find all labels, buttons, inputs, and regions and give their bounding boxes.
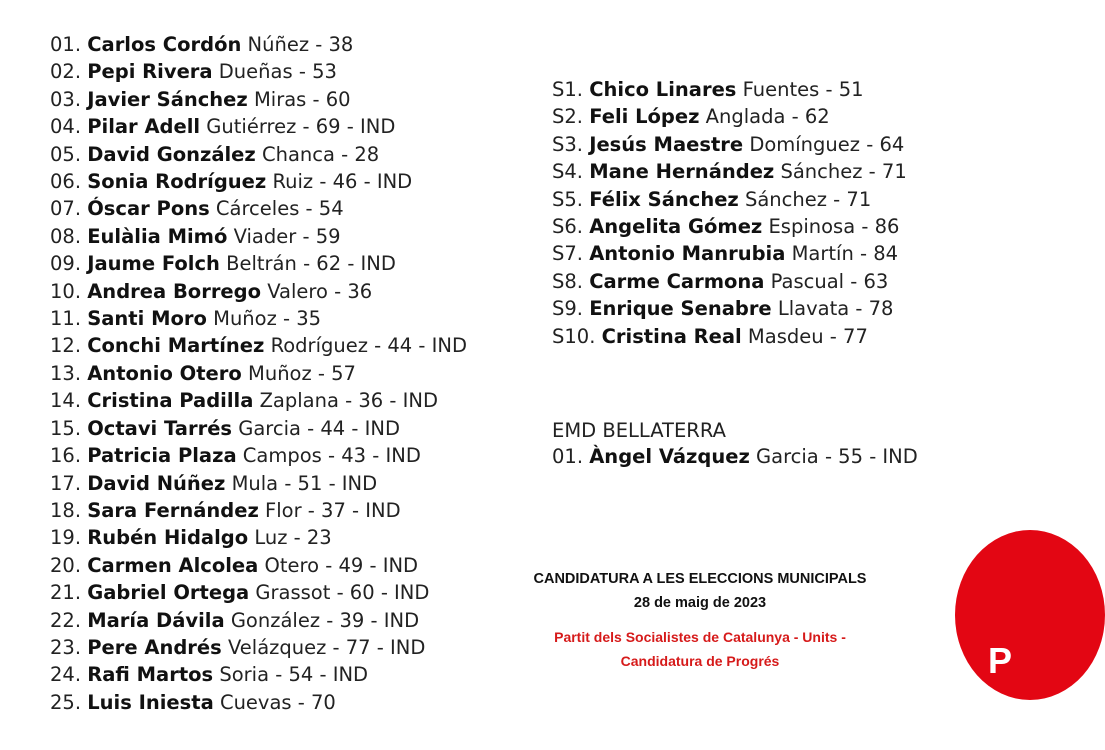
candidate-details: González - 39 - IND [224, 608, 420, 632]
candidate-number: S4. [552, 160, 583, 184]
candidate-details: Fuentes - 51 [736, 78, 864, 101]
candidate-number: 01. [50, 33, 82, 56]
candidate-name: David Núñez [87, 471, 226, 495]
candidate-number: 23. [50, 635, 82, 659]
candidate-details: Domínguez - 64 [743, 132, 905, 156]
candidate-number: S5. [552, 187, 583, 211]
candidate-number: 16. [50, 444, 82, 468]
candidate-name: Angelita Gómez [589, 215, 763, 239]
candidate-name: Javier Sánchez [87, 87, 248, 111]
candidate-number: S8. [552, 269, 583, 293]
candidate-details: Soria - 54 - IND [213, 663, 369, 687]
candidate-name: Sara Fernández [87, 498, 259, 522]
candidate-item [552, 443, 918, 470]
candidate-number: 07. [50, 197, 82, 221]
party-name-line2: Candidatura de Progrés [620, 653, 780, 669]
candidate-number: 20. [50, 553, 82, 577]
candidate-item [552, 268, 907, 295]
candidate-item [50, 223, 467, 250]
candidate-details: Sánchez - 71 [738, 187, 872, 211]
candidate-item [50, 141, 467, 168]
candidate-number: S10. [552, 324, 596, 348]
candidate-details: Viader - 59 [227, 224, 341, 248]
candidate-name: Feli López [589, 105, 700, 129]
candidate-details: Velázquez - 77 - IND [221, 635, 426, 659]
election-caption: CANDIDATURA A LES ELECCIONS MUNICIPALS [533, 571, 867, 587]
candidate-number: 14. [50, 389, 82, 413]
candidate-number: S7. [552, 242, 583, 266]
candidate-item [50, 86, 467, 113]
candidate-name: Sonia Rodríguez [87, 170, 267, 194]
candidate-details: Ruiz - 46 - IND [266, 170, 413, 194]
candidate-item [552, 131, 907, 158]
candidate-number: 06. [50, 170, 82, 194]
candidate-item [50, 470, 467, 497]
candidate-name: Rafi Martos [87, 663, 214, 687]
candidate-name: Octavi Tarrés [87, 416, 233, 440]
candidate-name: Carmen Alcolea [87, 553, 259, 577]
candidate-item [50, 168, 467, 195]
candidate-number: S6. [552, 215, 583, 239]
substitute-candidate-list [552, 76, 907, 350]
candidate-name: Conchi Martínez [87, 334, 265, 358]
candidate-name: Patricia Plaza [87, 444, 237, 468]
candidate-item [50, 552, 467, 579]
candidate-details: Beltrán - 62 - IND [219, 252, 396, 276]
candidate-number: 17. [50, 471, 82, 495]
candidate-item [50, 415, 467, 442]
candidate-name: Félix Sánchez [589, 187, 739, 211]
candidate-name: Pilar Adell [87, 115, 201, 139]
candidate-details: Espinosa - 86 [762, 215, 900, 239]
candidate-name: Carme Carmona [589, 269, 765, 293]
candidate-number: 02. [50, 60, 82, 84]
candidate-name: Santi Moro [87, 307, 207, 331]
main-candidate-list [50, 31, 467, 716]
candidate-number: S9. [552, 297, 583, 321]
candidate-details: Mula - 51 - IND [225, 471, 378, 495]
candidate-name: Antonio Manrubia [589, 242, 786, 266]
candidate-details: Grassot - 60 - IND [249, 581, 430, 605]
candidate-item [50, 634, 467, 661]
candidate-number: 21. [50, 581, 82, 605]
candidate-item [50, 195, 467, 222]
candidate-item [50, 31, 467, 58]
candidate-name: María Dávila [87, 608, 225, 632]
candidate-item [50, 579, 467, 606]
candidate-number: 24. [50, 663, 82, 687]
candidate-details: Anglada - 62 [699, 105, 830, 129]
candidate-details: Martín - 84 [785, 242, 899, 266]
candidate-number: S1. [552, 78, 583, 101]
candidate-details: Rodríguez - 44 - IND [264, 334, 467, 358]
candidate-item [50, 332, 467, 359]
candidate-details: Núñez - 38 [241, 33, 354, 56]
candidate-details: Cárceles - 54 [209, 197, 344, 221]
candidate-item [50, 689, 467, 716]
candidate-number: 22. [50, 608, 82, 632]
candidate-number: 03. [50, 87, 82, 111]
candidate-name: Andrea Borrego [87, 279, 262, 303]
candidate-name: Àngel Vázquez [589, 445, 750, 468]
party-name-line1: Partit dels Socialistes de Catalunya - Units - [554, 629, 846, 645]
candidate-item [552, 103, 907, 130]
emd-candidate-list [552, 443, 918, 470]
candidate-number: 04. [50, 115, 82, 139]
candidate-details: Muñoz - 57 [241, 361, 356, 385]
candidate-name: Eulàlia Mimó [87, 224, 228, 248]
candidate-details: Valero - 36 [261, 279, 373, 303]
candidate-name: Antonio Otero [87, 361, 242, 385]
party-logo [955, 530, 1105, 700]
candidate-details: Otero - 49 - IND [258, 553, 419, 577]
candidate-details: Llavata - 78 [771, 297, 894, 321]
candidate-name: David González [87, 142, 256, 166]
logo-letter: P [988, 640, 1013, 681]
candidate-number: 25. [50, 690, 82, 714]
candidate-number: 19. [50, 526, 82, 550]
candidate-number: S2. [552, 105, 583, 129]
candidate-details: Cuevas - 70 [213, 690, 336, 714]
candidate-details: Chanca - 28 [255, 142, 380, 166]
candidate-item [50, 387, 467, 414]
candidate-name: Chico Linares [589, 78, 737, 101]
candidate-name: Carlos Cordón [87, 33, 242, 56]
candidate-item [50, 524, 467, 551]
candidate-name: Jaume Folch [87, 252, 220, 276]
candidate-number: 15. [50, 416, 82, 440]
candidate-item [50, 278, 467, 305]
candidate-item [552, 213, 907, 240]
candidate-name: Luis Iniesta [87, 690, 214, 714]
candidate-item [50, 497, 467, 524]
candidate-details: Masdeu - 77 [741, 324, 868, 348]
candidate-name: Pere Andrés [87, 635, 222, 659]
candidate-name: Óscar Pons [87, 197, 210, 221]
candidate-details: Luz - 23 [248, 526, 332, 550]
candidate-name: Pepi Rivera [87, 60, 213, 84]
candidate-details: Zaplana - 36 - IND [253, 389, 438, 413]
candidate-number: 11. [50, 307, 82, 331]
candidate-item [50, 250, 467, 277]
candidate-item [552, 240, 907, 267]
candidate-details: Flor - 37 - IND [258, 498, 401, 522]
candidate-item [50, 58, 467, 85]
candidate-item [50, 113, 467, 140]
emd-title: EMD BELLATERRA [552, 419, 726, 442]
candidate-item [552, 158, 907, 185]
candidate-details: Muñoz - 35 [206, 307, 322, 331]
candidate-name: Jesús Maestre [589, 132, 744, 156]
candidate-number: 18. [50, 498, 82, 522]
candidate-item [552, 295, 907, 322]
candidate-item [50, 607, 467, 634]
candidate-number: S3. [552, 132, 583, 156]
candidate-name: Cristina Real [601, 324, 742, 348]
candidate-details: Gutiérrez - 69 - IND [200, 115, 396, 139]
candidate-name: Cristina Padilla [87, 389, 254, 413]
candidate-details: Campos - 43 - IND [236, 444, 421, 468]
candidate-item [552, 76, 907, 103]
candidate-details: Garcia - 55 - IND [749, 445, 918, 468]
candidate-details: Miras - 60 [247, 87, 351, 111]
candidate-name: Rubén Hidalgo [87, 526, 249, 550]
candidate-number: 12. [50, 334, 82, 358]
candidate-item [50, 360, 467, 387]
candidate-number: 01. [552, 445, 584, 468]
candidate-number: 13. [50, 361, 82, 385]
candidate-name: Enrique Senabre [589, 297, 772, 321]
candidate-item [50, 442, 467, 469]
candidate-details: Sánchez - 71 [774, 160, 907, 184]
candidate-name: Gabriel Ortega [87, 581, 250, 605]
candidate-details: Dueñas - 53 [212, 60, 337, 84]
candidate-number: 05. [50, 142, 82, 166]
candidate-item [552, 323, 907, 350]
candidate-name: Mane Hernández [589, 160, 775, 184]
candidate-details: Garcia - 44 - IND [232, 416, 400, 440]
candidate-number: 09. [50, 252, 82, 276]
candidate-number: 10. [50, 279, 82, 303]
candidate-number: 08. [50, 224, 82, 248]
candidate-item [50, 305, 467, 332]
candidate-item [50, 661, 467, 688]
candidate-item [552, 186, 907, 213]
candidate-details: Pascual - 63 [764, 269, 889, 293]
election-date: 28 de maig de 2023 [633, 595, 767, 611]
